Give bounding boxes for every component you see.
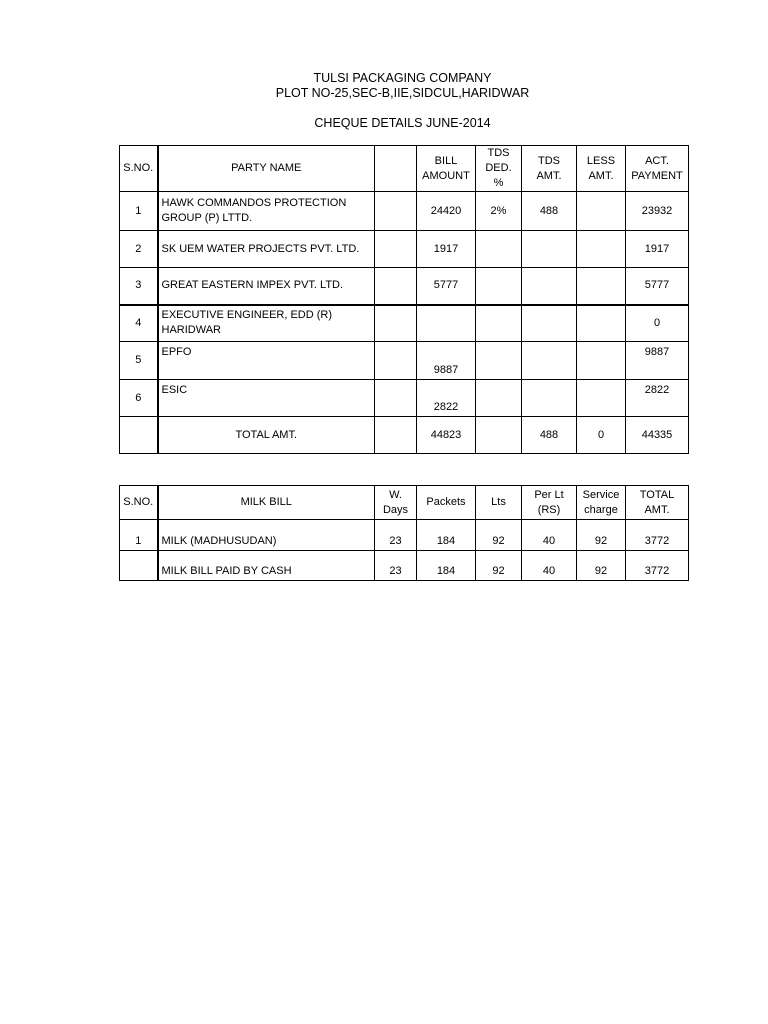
col-header-less-amt: LESS AMT.: [577, 146, 626, 192]
row-w-days: 23: [375, 551, 417, 581]
col-header-blank: [375, 146, 417, 192]
row-bill-amount: 2822: [417, 380, 476, 417]
col-header-w-days: W. Days: [375, 486, 417, 520]
row-bill-amount: 1917: [417, 231, 476, 268]
row-less-amt: [577, 305, 626, 342]
row-act-payment: 1917: [626, 231, 689, 268]
row-bill-amount: 24420: [417, 192, 476, 231]
row-milk-name: MILK (MADHUSUDAN): [158, 520, 375, 551]
row-lts: 92: [476, 520, 522, 551]
col-header-packets: Packets: [417, 486, 476, 520]
row-sno: 2: [120, 231, 158, 268]
col-header-tds-ded: TDS DED. %: [476, 146, 522, 192]
total-less-amt: 0: [577, 417, 626, 454]
row-blank: [375, 380, 417, 417]
row-tds-ded: [476, 305, 522, 342]
row-tds-ded: [476, 380, 522, 417]
row-party-name: EPFO: [158, 342, 375, 380]
row-service-charge: 92: [577, 551, 626, 581]
row-tds-amt: [522, 231, 577, 268]
total-act-payment: 44335: [626, 417, 689, 454]
col-header-total-amt: TOTAL AMT.: [626, 486, 689, 520]
col-header-party-name: PARTY NAME: [158, 146, 375, 192]
row-party-name: ESIC: [158, 380, 375, 417]
total-bill-amount: 44823: [417, 417, 476, 454]
row-bill-amount: [417, 305, 476, 342]
row-blank: [375, 231, 417, 268]
row-less-amt: [577, 192, 626, 231]
table-row: [120, 551, 689, 581]
row-blank: [375, 342, 417, 380]
row-blank: [375, 268, 417, 305]
table-row: [120, 305, 689, 342]
row-sno: 5: [120, 342, 158, 380]
row-tds-amt: 488: [522, 192, 577, 231]
row-per-lt: 40: [522, 520, 577, 551]
row-act-payment: 0: [626, 305, 689, 342]
row-bill-amount: 9887: [417, 342, 476, 380]
total-sno: [120, 417, 158, 454]
row-sno: 3: [120, 268, 158, 305]
total-row: [120, 417, 689, 454]
row-tds-ded: [476, 268, 522, 305]
row-tds-ded: [476, 342, 522, 380]
row-blank: [375, 305, 417, 342]
col-header-tds-amt: TDS AMT.: [522, 146, 577, 192]
row-packets: 184: [417, 520, 476, 551]
row-act-payment: 23932: [626, 192, 689, 231]
total-tds-amt: 488: [522, 417, 577, 454]
row-less-amt: [577, 268, 626, 305]
row-w-days: 23: [375, 520, 417, 551]
row-less-amt: [577, 380, 626, 417]
table-header-row: [120, 146, 689, 192]
row-milk-name: MILK BILL PAID BY CASH: [158, 551, 375, 581]
row-act-payment: 9887: [626, 342, 689, 380]
row-tds-amt: [522, 380, 577, 417]
document-title: CHEQUE DETAILS JUNE-2014: [314, 116, 491, 130]
row-sno: 1: [120, 192, 158, 231]
company-address: PLOT NO-25,SEC-B,IIE,SIDCUL,HARIDWAR: [275, 86, 530, 100]
col-header-service-charge: Service charge: [577, 486, 626, 520]
row-tds-amt: [522, 268, 577, 305]
col-header-lts: Lts: [476, 486, 522, 520]
cheque-details-table: [119, 145, 689, 454]
col-header-sno: S.NO.: [120, 486, 158, 520]
row-act-payment: 2822: [626, 380, 689, 417]
row-sno: 4: [120, 305, 158, 342]
row-total-amt: 3772: [626, 551, 689, 581]
total-blank: [375, 417, 417, 454]
row-less-amt: [577, 231, 626, 268]
row-per-lt: 40: [522, 551, 577, 581]
row-tds-ded: 2%: [476, 192, 522, 231]
table-header-row: [120, 486, 689, 520]
row-sno: 1: [120, 520, 158, 551]
row-act-payment: 5777: [626, 268, 689, 305]
row-blank: [375, 192, 417, 231]
row-packets: 184: [417, 551, 476, 581]
row-total-amt: 3772: [626, 520, 689, 551]
table-row: [120, 192, 689, 231]
row-tds-amt: [522, 305, 577, 342]
row-tds-ded: [476, 231, 522, 268]
col-header-milk-bill: MILK BILL: [158, 486, 375, 520]
row-service-charge: 92: [577, 520, 626, 551]
row-party-name: GREAT EASTERN IMPEX PVT. LTD.: [158, 268, 375, 305]
col-header-per-lt: Per Lt (RS): [522, 486, 577, 520]
row-sno: [120, 551, 158, 581]
table-row: [120, 268, 689, 305]
row-party-name: HAWK COMMANDOS PROTECTION GROUP (P) LTTD.: [158, 192, 375, 231]
row-sno: 6: [120, 380, 158, 417]
row-less-amt: [577, 342, 626, 380]
row-lts: 92: [476, 551, 522, 581]
milk-bill-table: [119, 485, 689, 581]
row-party-name: EXECUTIVE ENGINEER, EDD (R) HARIDWAR: [158, 305, 375, 342]
col-header-sno: S.NO.: [120, 146, 158, 192]
table-row: [120, 231, 689, 268]
row-tds-amt: [522, 342, 577, 380]
row-party-name: SK UEM WATER PROJECTS PVT. LTD.: [158, 231, 375, 268]
company-name: TULSI PACKAGING COMPANY: [313, 71, 492, 85]
total-label: TOTAL AMT.: [158, 417, 375, 454]
col-header-bill-amount: BILL AMOUNT: [417, 146, 476, 192]
table-row: [120, 342, 689, 380]
col-header-act-payment: ACT. PAYMENT: [626, 146, 689, 192]
total-tds-ded: [476, 417, 522, 454]
row-bill-amount: 5777: [417, 268, 476, 305]
table-row: [120, 520, 689, 551]
table-row: [120, 380, 689, 417]
